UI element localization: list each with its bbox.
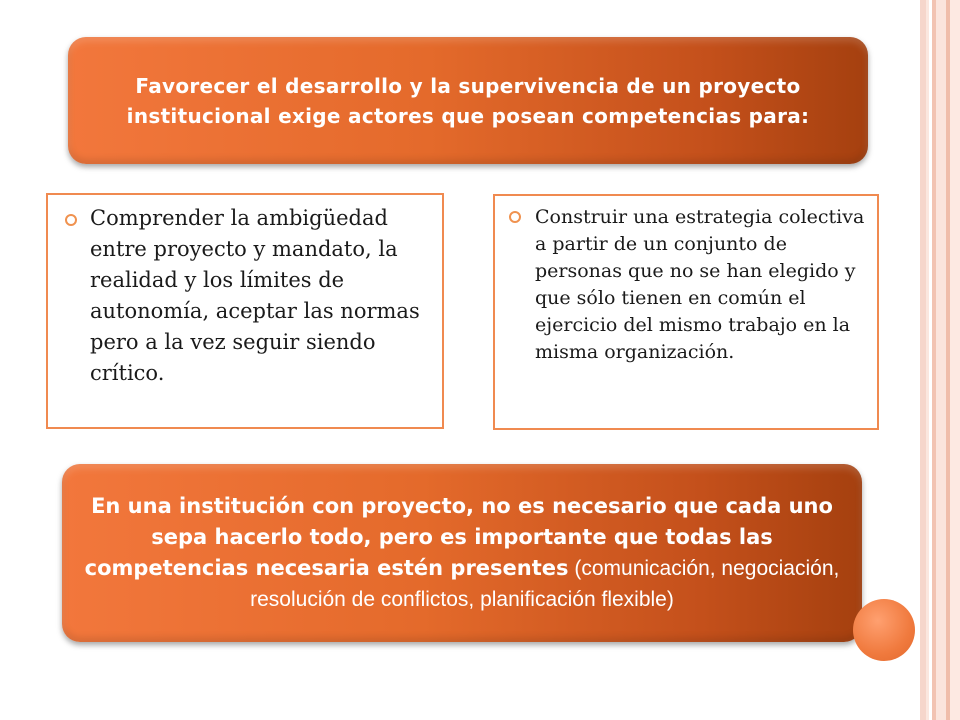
right-text-box [493,194,879,430]
bullet-icon [509,211,521,223]
left-bullet-text: Comprender la ambigüedad entre proyecto y mandato, la realidad y los límites de autonomía, aceptar las normas pero a la vez seguir siendo crítico. [90,206,420,385]
conclusion-banner-content [80,491,844,615]
left-text-box [46,193,444,429]
title-banner [68,37,868,164]
title-banner-text: Favorecer el desarrollo y la supervivencia de un proyecto institucional exige actores que posean competencias para: [126,73,810,128]
decorative-stripes [920,0,960,720]
conclusion-bold-text: En una institución con proyecto, no es necesario que cada uno sepa hacerlo todo, pero es importante que todas las competencias necesaria estén presentes [84,494,833,580]
bullet-icon [65,214,77,226]
right-bullet-text: Construir una estrategia colectiva a partir de un conjunto de personas que no se han elegido y que sólo tienen en común el ejercicio del mismo trabajo en la misma organización. [535,206,865,363]
conclusion-banner [62,464,862,642]
conclusion-normal-text: (comunicación, negociación, resolución de conflictos, planificación flexible) [250,557,840,611]
decorative-circle [853,599,915,661]
